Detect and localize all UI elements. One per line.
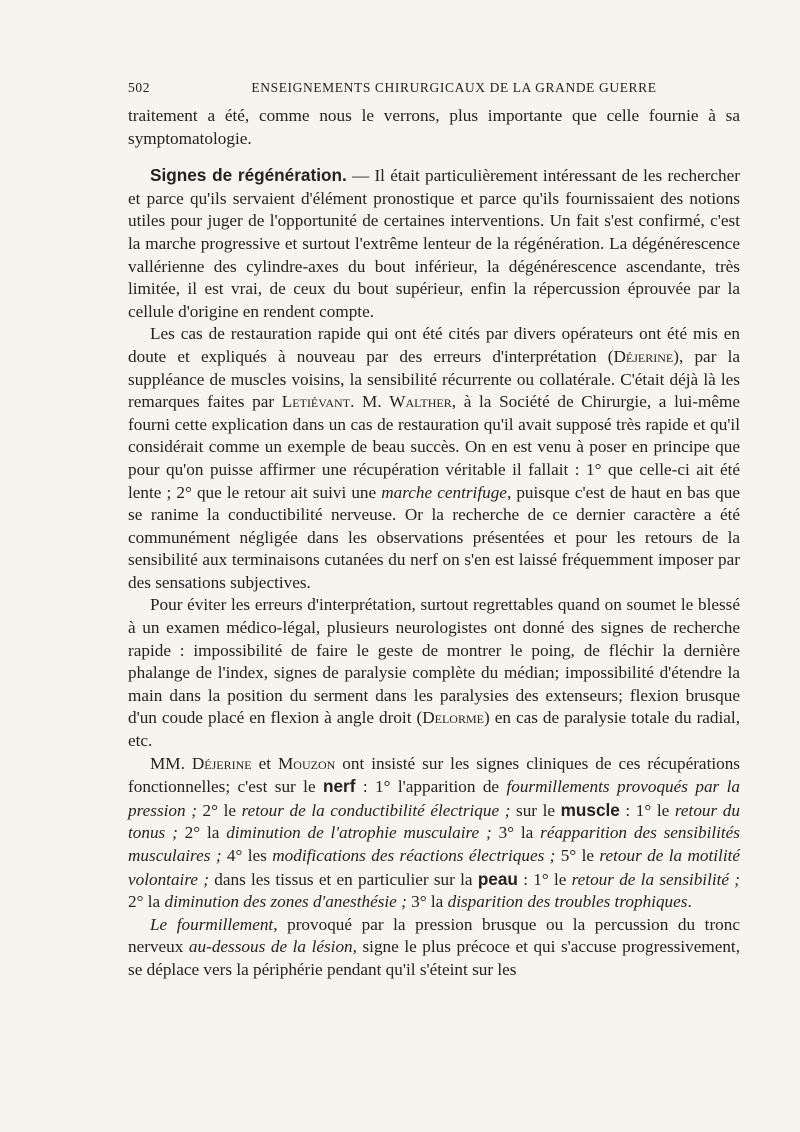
paragraph-restoration (128, 323, 740, 594)
italic-term: marche centrifuge (381, 482, 507, 502)
paragraph-text: — Il était particulièrement intéressant de les rechercher et parce qu'ils servaient d'élément pronostique et parce qu'ils fournissaient des notions utiles pour juger de l'opportunité de certaines interventions. Un fait s'est confirmé, c'est la marche progressive et surtout l'extrême lenteur de la régénération. La dégénérescence vallérienne des cylindre-axes du bout inférieur, la dégénérescence ascendante, très limitée, il est vrai, de ceux du bout supérieur, enfin la répercussion éprouvée par la cellule d'origine en rendent compte. (128, 166, 740, 321)
italic-term: retour de la conductibilité électrique ; (241, 800, 511, 820)
paragraph-fourmillement (128, 914, 740, 982)
text-run: : 1° le (619, 800, 675, 820)
text-run: ont insisté sur les signes cliniques de ces récupérations fonctionnelles; c'est sur le (128, 753, 740, 797)
paragraph-rapid-signs (128, 594, 740, 752)
text-run: 2° le (196, 800, 242, 820)
text-run: et (251, 753, 279, 773)
italic-term: modifications des réactions électriques ; (272, 846, 556, 865)
italic-term: fourmillements provoqués par la pression ; (128, 777, 740, 820)
italic-term: diminution des zones d'anesthésie ; (164, 892, 407, 912)
text-run: MM. (150, 753, 192, 773)
italic-term: réapparition des sensibilités musculaires ; (128, 823, 740, 865)
text-run: , signe le plus précoce et qui s'accuse progressivement, se déplace vers la périphérie pendant qu'il s'éteint sur les (128, 937, 741, 979)
bold-term: nerf (322, 776, 356, 797)
running-title: ENSEIGNEMENTS CHIRURGICAUX DE LA GRANDE GUERRE (251, 80, 657, 95)
text-run: 5° le (555, 846, 600, 865)
paragraph-text: traitement a été, comme nous le verrons, plus importante que celle fournie à sa symptomatologie. (128, 106, 740, 148)
italic-term: diminution de l'atrophie musculaire ; (226, 823, 492, 843)
text-run: , à la Société de Chirurgie, a lui-même fourni cette explication dans un cas de restauration qu'il avait supposé très rapide et qu'il considérait comme un exemple de beau succès. On en est venu à poser en principe que pour qu'on puisse affirmer une récupération véritable il fallait : 1° que celle-ci ait été lente ; 2° que le retour ait suivi une (128, 392, 740, 502)
page-number: 502 (128, 80, 151, 95)
author-name: Mouzon (278, 753, 336, 773)
text-run: 4° les (221, 846, 273, 865)
author-name: Déjerine (191, 753, 252, 773)
italic-term: au-dessous de la lésion (188, 937, 353, 957)
text-run: , puisque c'est de haut en bas que se ranime la conductibilité nerveuse. Or la recherche de ce dernier caractère a été communément négligée dans les observations présentées et pour les retours de la sensibilité aux terminaisons cutanées du nerf on s'en est laissé fréquemment imposer par des sensations subjectives. (128, 482, 740, 592)
italic-term: retour de la motilité volontaire ; (128, 846, 741, 889)
section-heading: Signes de régénération. (150, 165, 347, 186)
text-run: dans les tissus et en particulier sur la (209, 869, 478, 889)
text-run: ) en cas de paralysie totale du radial, etc. (128, 708, 740, 751)
text-run: : 1° l'apparition de (355, 777, 507, 797)
text-run: . (687, 892, 692, 912)
text-run: 2° la (128, 892, 165, 912)
italic-term: retour du tonus ; (128, 800, 740, 843)
italic-term: retour de la sensibilité ; (571, 869, 741, 889)
text-run: . M. (350, 392, 390, 412)
text-run: , provoqué par la pression brusque ou la percussion du tronc nerveux (128, 914, 740, 957)
paragraph-regeneration (128, 164, 740, 323)
text-run: 2° la (177, 823, 227, 843)
text-run: Pour éviter les erreurs d'interprétation, surtout regrettables quand on soumet le blessé à un examen médico-légal, plusieurs neurologistes ont donné des signes de recherche rapide : impossibilité de faire le geste de montrer le poing, de fléchir la dernière phalange de l'index, signes de paralysie complète du médian; impossibilité d'étendre la main dans la position du serment dans les paralysies des extenseurs; flexion brusque d'un coude placé en flexion à angle droit ( (128, 595, 740, 728)
text-run: ), par la suppléance de muscles voisins, la sensibilité récurrente ou collatérale. C'était déjà là les remarques faites par (128, 346, 740, 412)
author-name: Walther (389, 392, 452, 412)
bold-term: muscle (560, 799, 620, 820)
text-run: 3° la (406, 892, 448, 912)
author-name: Delorme (422, 708, 484, 728)
paragraph-clinical-signs (128, 753, 740, 914)
author-name: Déjerine (613, 346, 674, 366)
author-name: Letiévant (281, 392, 351, 412)
text-run: Les cas de restauration rapide qui ont été cités par divers opérateurs ont été mis en doute et expliqués à nouveau par des erreurs d'interprétation ( (128, 324, 740, 366)
italic-term: Le fourmillement (150, 914, 274, 934)
text-run: : 1° le (517, 869, 572, 889)
text-run: 3° la (491, 823, 541, 843)
bold-term: peau (477, 868, 518, 889)
paragraph-continuation (128, 105, 740, 150)
italic-term: disparition des troubles trophiques (447, 892, 688, 912)
page-body (128, 105, 740, 982)
text-run: sur le (510, 800, 561, 820)
